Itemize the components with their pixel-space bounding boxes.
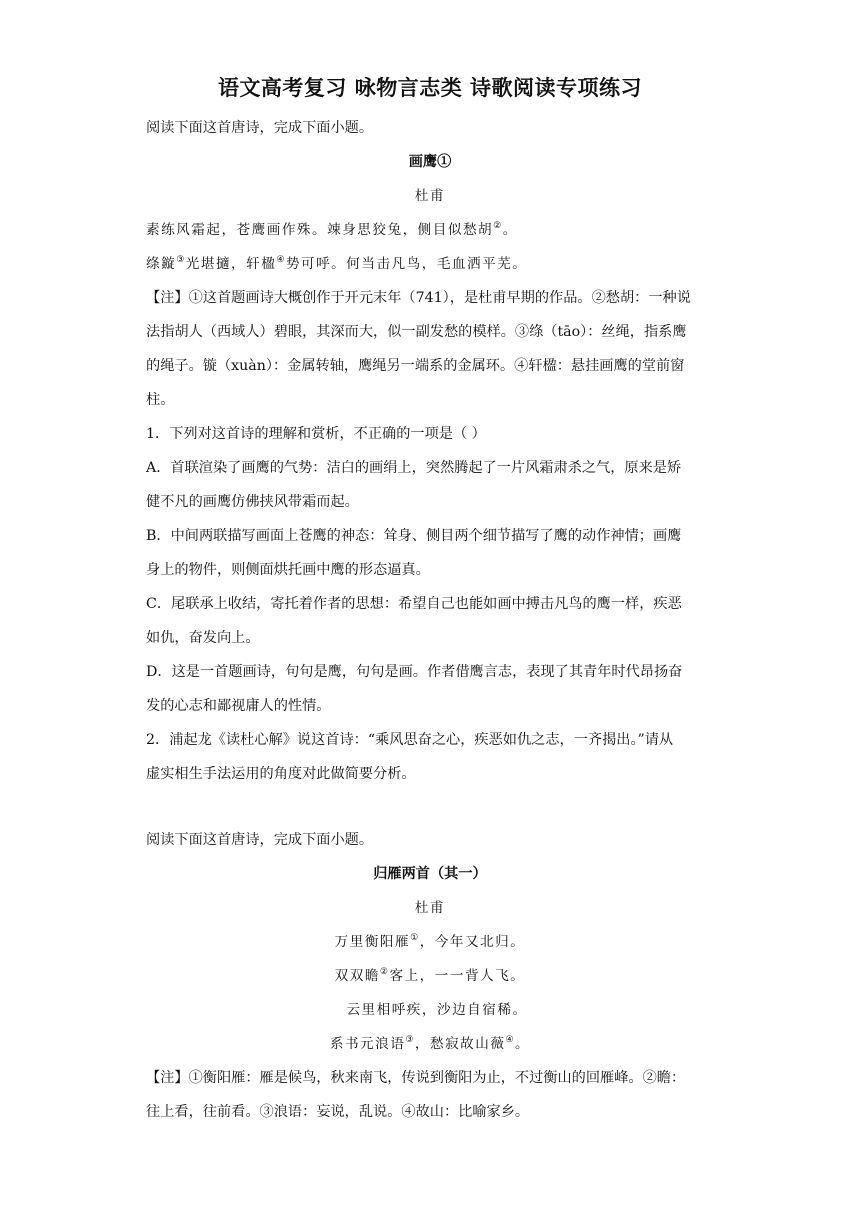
poem-text: ，今年又北归。 [419,934,526,950]
section2-note-line: 往上看，往前看。③浪语：妄说，乱说。④故山：比喻家乡。 [146,1104,530,1120]
option-a: A．首联渲染了画鹰的气势：洁白的画绢上，突然腾起了一片风霜肃杀之气，原来是矫 [146,460,682,476]
section2-poem-line-2 [0,966,860,986]
poem-text: 双双瞻 [334,968,380,984]
page-title: 语文高考复习 咏物言志类 诗歌阅读专项练习 [217,76,643,100]
section1-note-line: 柱。 [146,392,175,408]
question-2-cont: 虚实相生手法运用的角度对此做简要分析。 [146,766,416,782]
section2-poem-author: 杜甫 [414,900,446,916]
section2-intro: 阅读下面这首唐诗，完成下面小题。 [146,832,374,848]
section1-poem-line-1 [146,220,720,240]
section1-note-line: 的绳子。镟（xuàn）：金属转轴，鹰绳另一端系的金属环。④轩楹：悬挂画鹰的堂前窗 [146,358,685,374]
option-b-cont: 身上的物件，则侧面烘托画中鹰的形态逼真。 [146,562,430,578]
poem-text: 万里衡阳雁 [334,934,411,950]
section1-poem-author: 杜甫 [414,188,446,204]
option-c: C．尾联承上收结，寄托着作者的思想：希望自己也能如画中搏击凡鸟的鹰一样，疾恶 [146,596,682,612]
poem-text: 绦鏇 [146,256,177,272]
section1-poem-line-2 [146,254,720,274]
option-d-cont: 发的心志和鄙视庸人的性情。 [146,698,331,714]
section2-poem-title: 归雁两首（其一） [373,866,487,882]
option-a-cont: 健不凡的画鹰仿佛挟风带霜而起。 [146,494,359,510]
section2-poem-line-1 [0,932,860,952]
footnote-marker: ③ [405,1035,415,1045]
section1-note-line: 法指胡人（西域人）碧眼，其深而大，似一副发愁的模样。③绦（tāo）：丝绳，指系鹰 [146,324,687,340]
section1-note-line: 【注】①这首题画诗大概创作于开元末年（741），是杜甫早期的作品。②愁胡：一种说 [146,290,691,306]
option-c-cont: 如仇，奋发向上。 [146,630,260,646]
poem-text: 素练风霜起，苍鹰画作殊。竦身思狡兔，侧目似愁胡 [146,222,494,238]
footnote-marker: ④ [505,1035,516,1045]
question-2: 2．浦起龙《读杜心解》说这首诗：“乘风思奋之心，疾恶如仇之志，一齐揭出。”请从 [146,732,674,748]
section2-poem-line-3: 云里相呼疾，沙边自宿稀。 [346,1002,528,1018]
section1-intro: 阅读下面这首唐诗，完成下面小题。 [146,120,374,136]
question-1: 1．下列对这首诗的理解和赏析，不正确的一项是（ ） [146,426,486,442]
poem-text: ，愁寂故山薇 [414,1036,506,1052]
option-d: D．这是一首题画诗，句句是鹰，句句是画。作者借鹰言志，表现了其青年时代昂扬奋 [146,664,683,680]
poem-text: 。 [515,1036,531,1052]
poem-text: 客上，一一背人飞。 [389,968,526,984]
footnote-marker: ③ [176,255,186,265]
option-b: B．中间两联描写画面上苍鹰的神态：耸身、侧目两个细节描写了鹰的动作神情；画鹰 [146,528,682,544]
footnote-marker: ④ [276,255,286,265]
footnote-marker: ① [410,933,420,943]
poem-text: 。 [502,222,518,238]
footnote-marker: ② [379,967,390,977]
section2-note-line: 【注】①衡阳雁：雁是候鸟，秋来南飞，传说到衡阳为止，不过衡山的回雁峰。②瞻： [146,1070,686,1086]
poem-text: 系书元浪语 [329,1036,406,1052]
poem-text: 光堪擿，轩楹 [185,256,277,272]
footnote-marker: ② [493,221,503,231]
section1-poem-title: 画鹰① [408,154,452,170]
section2-poem-line-4 [0,1034,860,1054]
poem-text: 势可呼。何当击凡鸟，毛血洒平芜。 [285,256,528,272]
